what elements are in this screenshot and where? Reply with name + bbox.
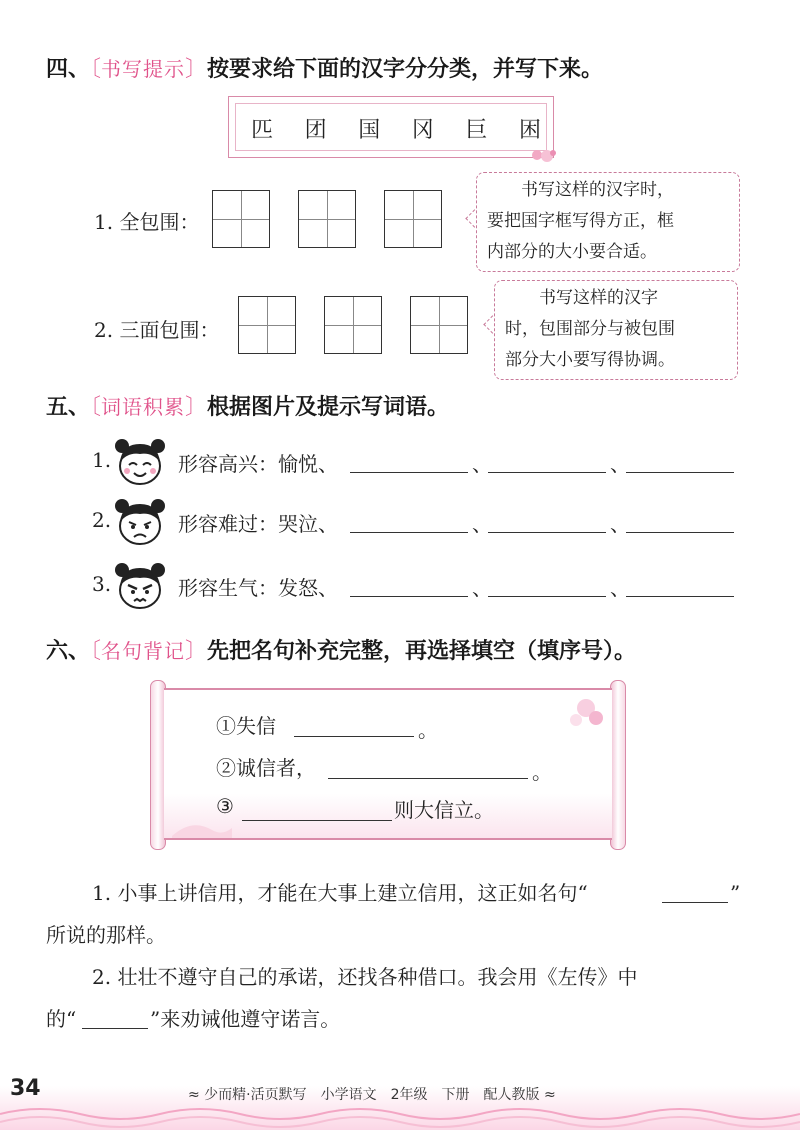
q1-part2: ” — [730, 881, 741, 905]
q2-part1: 2. 壮壮不遵守自己的承诺，还找各种借口。我会用《左传》中 — [92, 965, 638, 989]
tip2-line2: 时，包围部分与被包围 — [505, 319, 675, 339]
section5-instruction: 根据图片及提示写词语。 — [207, 395, 450, 420]
writing-grid-5[interactable] — [324, 296, 382, 354]
item3-blank-1[interactable] — [350, 596, 468, 597]
tip2-line3: 部分大小要写得协调。 — [505, 350, 675, 370]
section4-instruction: 按要求给下面的汉字分分类，并写下来。 — [207, 57, 604, 82]
character-box — [228, 96, 554, 158]
scroll-line1-suffix: 。 — [418, 718, 438, 742]
word-item-1 — [92, 442, 742, 482]
section6-heading — [46, 634, 766, 668]
word-item-2 — [92, 502, 742, 542]
item2-num: 2. — [92, 508, 112, 532]
section6-tag: 名句背记 — [101, 639, 186, 663]
scroll-line-2 — [216, 752, 576, 784]
section6-number: 六、 — [46, 639, 91, 664]
item1-blank-1[interactable] — [350, 472, 468, 473]
tip1-line3: 内部分的大小要合适。 — [487, 242, 657, 262]
word-item-3 — [92, 566, 742, 606]
item3-sep2: 、 — [610, 576, 630, 600]
section6-question-2 — [46, 956, 766, 1040]
char-1: 匹 — [251, 118, 274, 143]
char-4: 冈 — [411, 118, 434, 143]
section6-question-1 — [46, 872, 766, 952]
item1-blank-3[interactable] — [626, 472, 734, 473]
section5-tag: 词语积累 — [101, 395, 186, 419]
section4-number: 四、 — [46, 57, 91, 82]
char-5: 巨 — [465, 118, 488, 143]
scroll-line2-suffix: 。 — [532, 760, 552, 784]
q2-label: 2. 三面包围： — [94, 318, 220, 342]
item3-sep1: 、 — [472, 576, 492, 600]
scroll-line2-prefix: ②诚信者， — [216, 756, 316, 780]
item1-sep1: 、 — [472, 452, 492, 476]
tag-open: 〔 — [90, 395, 102, 420]
scroll-right-rod — [610, 680, 626, 850]
char-2: 团 — [304, 118, 327, 143]
writing-grid-1[interactable] — [212, 190, 270, 248]
flower-decoration-icon — [531, 147, 557, 163]
item2-sep2: 、 — [610, 512, 630, 536]
section6-instruction: 先把名句补充完整，再选择填空（填序号）。 — [207, 639, 637, 664]
tip1 — [476, 172, 740, 272]
character-list — [251, 113, 541, 144]
scroll-line3-blank[interactable] — [242, 820, 392, 821]
writing-grid-2[interactable] — [298, 190, 356, 248]
writing-grid-6[interactable] — [410, 296, 468, 354]
section4-tag: 书写提示 — [101, 57, 186, 81]
item3-blank-3[interactable] — [626, 596, 734, 597]
q2-blank[interactable] — [82, 1028, 148, 1029]
item2-blank-3[interactable] — [626, 532, 734, 533]
scroll-line1-prefix: ①失信 — [216, 714, 276, 738]
item1-text: 形容高兴：愉悦、 — [178, 452, 338, 476]
item3-num: 3. — [92, 572, 112, 596]
item2-text: 形容难过：哭泣、 — [178, 512, 338, 536]
item1-blank-2[interactable] — [488, 472, 606, 473]
tag-close: 〕 — [185, 639, 208, 664]
angry-face-icon — [112, 560, 168, 610]
tip1-line1: 书写这样的汉字时， — [521, 180, 674, 200]
q2-part2: 的“ — [46, 1007, 77, 1031]
char-6: 困 — [518, 118, 541, 143]
scroll-line3-prefix: ③ — [216, 794, 234, 818]
q2-part3: ”来劝诫他遵守诺言。 — [150, 1007, 341, 1031]
footer-text: ≈ 少而精·活页默写 小学语文 2年级 下册 配人教版 ≈ — [188, 1087, 556, 1103]
item1-num: 1. — [92, 448, 112, 472]
char-3: 国 — [358, 118, 381, 143]
tag-open: 〔 — [90, 57, 102, 82]
sad-face-icon — [112, 496, 168, 546]
writing-grid-4[interactable] — [238, 296, 296, 354]
item1-sep2: 、 — [610, 452, 630, 476]
q1-blank[interactable] — [662, 902, 728, 903]
tag-close: 〕 — [185, 395, 208, 420]
scroll-line1-blank[interactable] — [294, 736, 414, 737]
tip2 — [494, 280, 738, 380]
section4-heading — [46, 52, 746, 86]
item2-blank-1[interactable] — [350, 532, 468, 533]
tip1-line2: 要把国字框写得方正，框 — [487, 211, 674, 231]
tip2-line1: 书写这样的汉字 — [539, 288, 658, 308]
item3-text: 形容生气：发怒、 — [178, 576, 338, 600]
section5-number: 五、 — [46, 395, 91, 420]
happy-face-icon — [112, 436, 168, 486]
section5-heading — [46, 390, 746, 424]
scroll-line-1 — [216, 710, 576, 742]
scroll-line2-blank[interactable] — [328, 778, 528, 779]
item2-sep1: 、 — [472, 512, 492, 536]
tag-open: 〔 — [90, 639, 102, 664]
item3-blank-2[interactable] — [488, 596, 606, 597]
scroll-line3-suffix: 则大信立。 — [394, 798, 494, 822]
q1-part1: 1. 小事上讲信用，才能在大事上建立信用，这正如名句“ — [92, 881, 588, 905]
tag-close: 〕 — [185, 57, 208, 82]
page-number: 34 — [10, 1076, 41, 1101]
writing-grid-3[interactable] — [384, 190, 442, 248]
item2-blank-2[interactable] — [488, 532, 606, 533]
scroll-line-3 — [216, 794, 576, 826]
q1-part3: 所说的那样。 — [46, 923, 166, 947]
q1-label: 1. 全包围： — [94, 210, 200, 234]
